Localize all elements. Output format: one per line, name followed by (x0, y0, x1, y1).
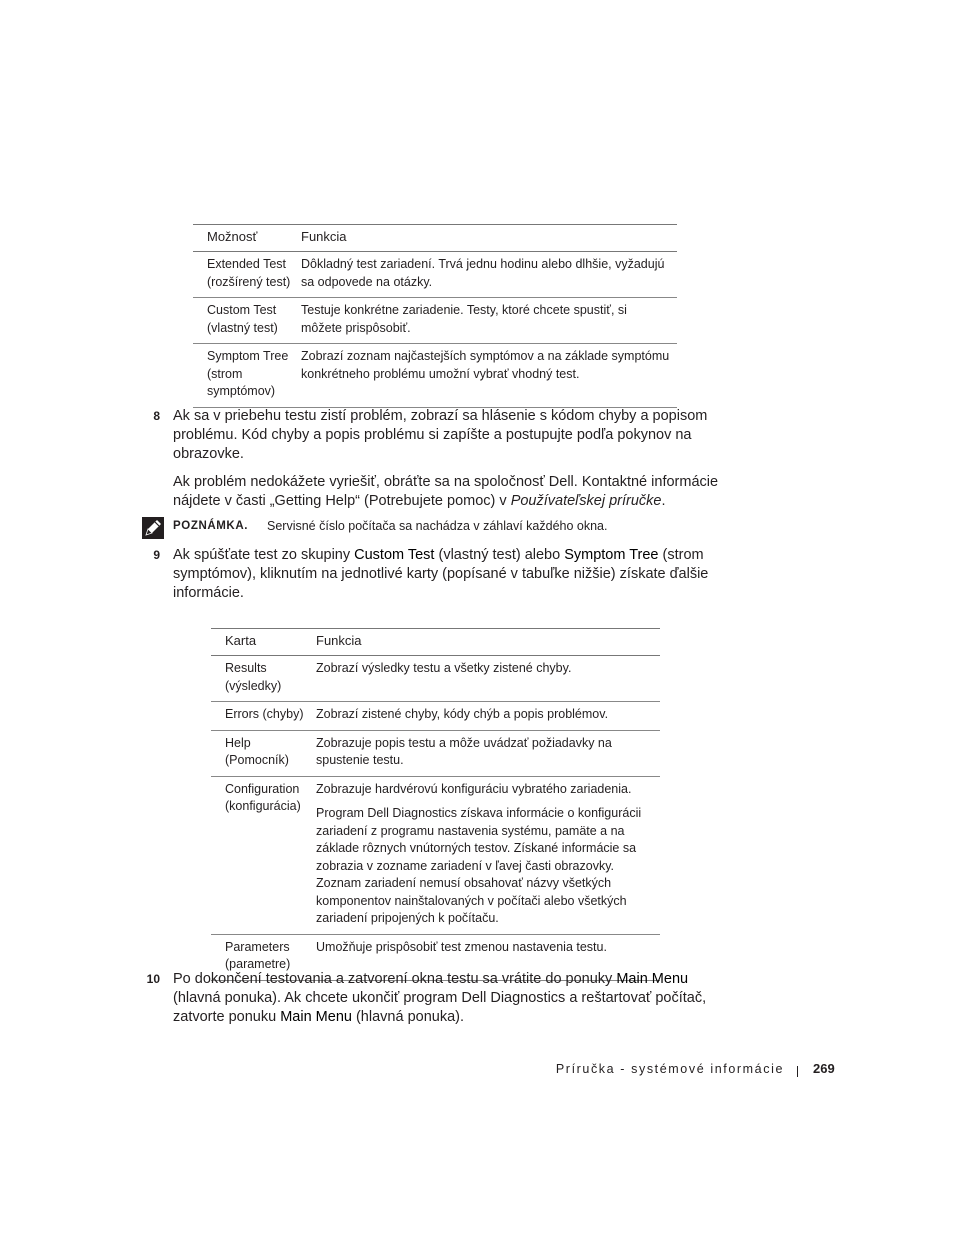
page-number: 269 (813, 1061, 835, 1076)
function-cell: Testuje konkrétne zariadenie. Testy, ktoré chcete spustiť, si môžete prispôsobiť. (301, 298, 677, 344)
step-10-text-part: Po dokončení testovania a zatvorení okna testu sa vrátite do ponuky (173, 971, 617, 987)
footer-title: Príručka - systémové informácie (555, 1062, 784, 1076)
note-text: Servisné číslo počítača sa nachádza v záhlaví každého okna. (267, 519, 608, 533)
function-cell: Zobrazuje popis testu a môže uvádzať požiadavky na spustenie testu. (316, 730, 660, 776)
function-text: Zobrazuje hardvérovú konfiguráciu vybratého zariadenia. (316, 781, 632, 796)
table-row (211, 776, 660, 934)
note (142, 517, 842, 539)
footer-divider (797, 1066, 798, 1077)
contact-period: . (661, 493, 666, 509)
step-10-text-part: (hlavná ponuka). (351, 1009, 464, 1025)
function-cell (316, 776, 660, 934)
contact-text: Ak problém nedokážete vyriešiť, obráťte sa na spoločnosť Dell. Kontaktné informácie nájdete v časti „Getting Help“ (Potrebujete pomoc) v (173, 474, 719, 509)
tabs-table (211, 628, 660, 981)
table-row (211, 730, 660, 776)
tab-cell: Results (výsledky) (211, 656, 316, 702)
custom-test-keyword: Custom Test (354, 547, 435, 563)
step-number-8: 8 (153, 409, 160, 423)
function-cell: Zobrazí zoznam najčastejších symptómov a na základe symptómu konkrétneho problému umožní vybrať vhodný test. (301, 344, 677, 408)
function-cell: Zobrazí zistené chyby, kódy chýb a popis problémov. (316, 702, 660, 731)
column-header-function: Funkcia (316, 629, 660, 656)
step-10-text-part: (hlavná ponuka). Ak chcete ukončiť program Dell Diagnostics a reštartovať počítač, zatvorte ponuku (173, 990, 707, 1025)
table-row (211, 656, 660, 702)
column-header-tab: Karta (211, 629, 316, 656)
main-menu-keyword: Main Menu (616, 971, 689, 987)
step-9-text (173, 546, 718, 603)
tab-cell: Configuration (konfigurácia) (211, 776, 316, 934)
function-cell: Umožňuje prispôsobiť test zmenou nastavenia testu. (316, 934, 660, 980)
function-cell: Zobrazí výsledky testu a všetky zistené chyby. (316, 656, 660, 702)
tab-cell: Errors (chyby) (211, 702, 316, 731)
step-9-text-part: Ak spúšťate test zo skupiny (173, 547, 355, 563)
table-header-row (193, 225, 677, 252)
option-cell: Custom Test (vlastný test) (193, 298, 301, 344)
note-label: POZNÁMKA. (173, 520, 249, 532)
pencil-note-icon (142, 517, 164, 539)
column-header-function: Funkcia (301, 225, 677, 252)
tab-cell: Parameters (parametre) (211, 934, 316, 980)
option-cell: Symptom Tree (strom symptómov) (193, 344, 301, 408)
table-row (211, 702, 660, 731)
option-cell: Extended Test (rozšírený test) (193, 252, 301, 298)
step-number-10: 10 (146, 972, 160, 986)
user-guide-title: Používateľskej príručke (510, 493, 662, 509)
table-row (193, 298, 677, 344)
main-menu-keyword: Main Menu (280, 1009, 352, 1025)
step-8-contact-paragraph (173, 473, 738, 511)
table-row (193, 344, 677, 408)
function-cell: Dôkladný test zariadení. Trvá jednu hodinu alebo dlhšie, vyžadujú sa odpovede na otázky. (301, 252, 677, 298)
step-number-9: 9 (153, 548, 160, 562)
table-header-row (211, 629, 660, 656)
page-footer (0, 1060, 954, 1082)
symptom-tree-keyword: Symptom Tree (564, 547, 659, 563)
step-10-text (173, 970, 713, 1027)
step-9-text-part: (strom symptómov), kliknutím na jednotlivé karty (popísané v tabuľke nižšie) získate ďalšie informácie. (173, 547, 709, 601)
column-header-option: Možnosť (193, 225, 301, 252)
step-8-text: Ak sa v priebehu testu zistí problém, zobrazí sa hlásenie s kódom chyby a popisom problému. Kód chyby a popis problému si zapíšte a postupujte podľa pokynov na obrazovke. (173, 408, 708, 462)
table-row (193, 252, 677, 298)
step-9-text-part: (vlastný test) alebo (434, 547, 565, 563)
options-table (193, 224, 677, 408)
function-detail-text: Program Dell Diagnostics získava informácie o konfigurácii zariadení z programu nastavenia systému, pamäte a na základe rôznych vnútorných testov. Získané informácie sa zobrazia v zozname zariadení v ľavej časti obrazovky. Zoznam zariadení nemusí obsahovať názvy všetkých komponentov nainštalovaných v počítači alebo všetkých zariadení pripojených k počítaču. (316, 806, 642, 925)
tab-cell: Help (Pomocník) (211, 730, 316, 776)
